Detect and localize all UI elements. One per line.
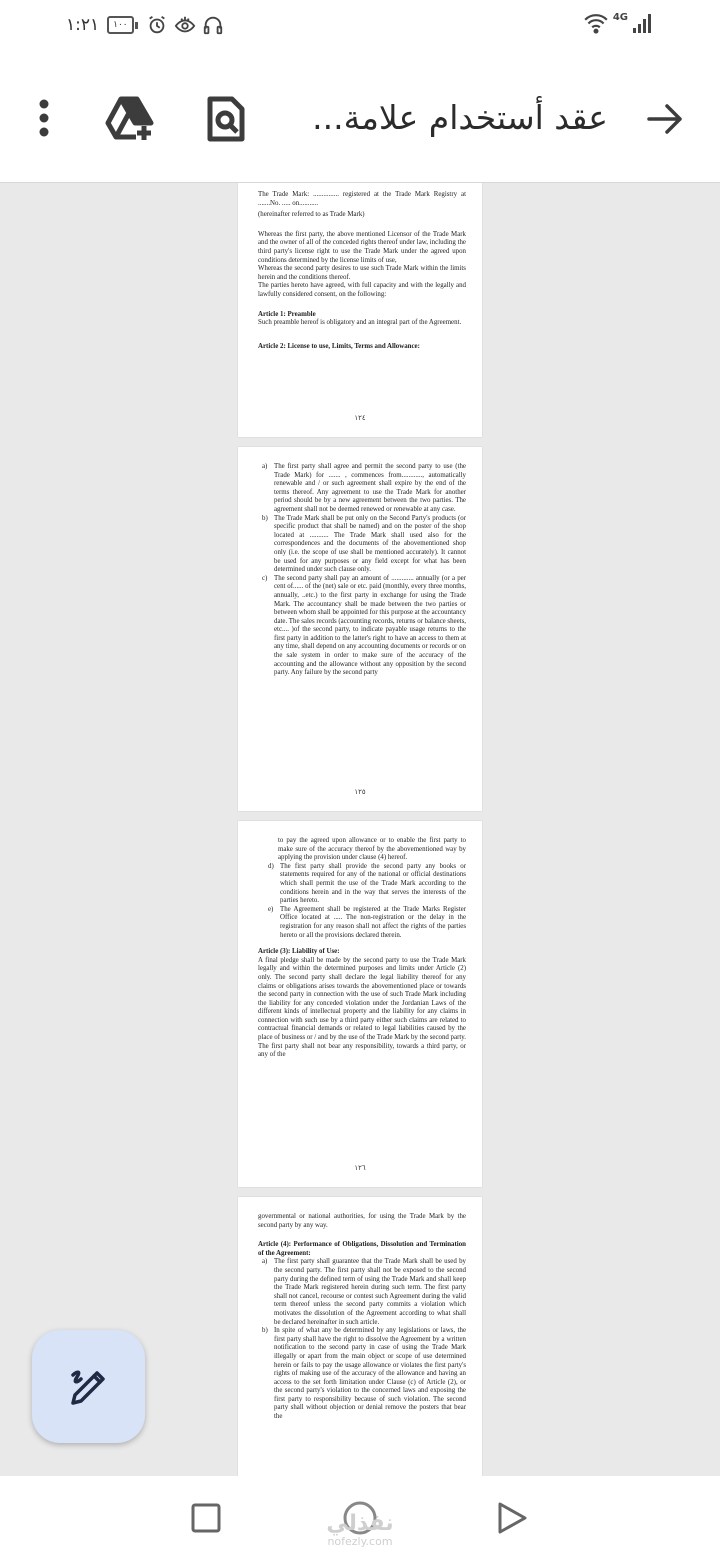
page-text: The first party shall agree and permit the second party to use (the Trade Mark) for ....... , commences from............, automatically renewable and / or such agreement shall expire by the end of the terms thereof. Any agreement to use the Trade Mark for another period should be by a new agreement between the two parties. The agreement shall not be deemed renewed or renewable at any case. — [274, 463, 466, 513]
wifi-icon — [583, 12, 609, 34]
document-page — [238, 821, 482, 1187]
page-number: ١٢٥ — [354, 788, 366, 797]
list-marker: a) — [262, 1258, 268, 1266]
back-triangle-icon — [496, 1501, 528, 1535]
list-item — [258, 1258, 466, 1327]
list-marker: c) — [262, 574, 268, 582]
edit-button[interactable] — [32, 1330, 145, 1443]
status-bar — [0, 0, 720, 56]
list-marker: b) — [262, 514, 268, 522]
search-document-icon — [207, 96, 245, 142]
more-vertical-icon — [38, 98, 50, 138]
watermark-arabic: نفذلي — [326, 1511, 394, 1536]
page-text: The Trade Mark shall be put only on the Second Party's products (or specific product that shall be named) and on the poster of the shop located at ........... The Trade Mark shall used also for the correspondences and the documents of the abovementioned shop only (i.e. the scope of use shall be mentioned accurately). It cannot be used for any purposes or any field except for what has been determined under such clause only. — [274, 514, 466, 574]
list-marker: b) — [262, 1327, 268, 1335]
page-text: The Agreement shall be registered at the Trade Marks Register Office located at ..... The non-registration or the delay in the registration for any reason shall not affect the rights of the parties hereto or all the provisions declared therein. — [280, 905, 466, 939]
document-viewer[interactable] — [0, 183, 720, 1476]
drive-add-icon — [105, 96, 155, 142]
list-item — [258, 463, 466, 515]
page-text: (hereinafter referred to as Trade Mark) — [258, 211, 365, 219]
eye-comfort-icon — [174, 14, 196, 36]
page-text: The first party shall provide the second party any books or statements required for any of the national or official destinations which shall permit the use of the Trade Mark according to the conditions herein and in the way that serves the interests of the parties hereto. — [280, 862, 466, 905]
back-arrow-icon — [647, 103, 683, 135]
more-options-button[interactable] — [24, 94, 64, 142]
battery-level: ١٠٠ — [107, 16, 134, 34]
page-text: governmental or national authorities, for using the Trade Mark by the second party by any way. — [258, 1213, 466, 1229]
document-page — [238, 1197, 482, 1476]
document-page — [238, 183, 482, 437]
list-item — [264, 863, 466, 906]
list-item — [264, 906, 466, 940]
status-left — [66, 14, 224, 36]
status-time: ١:٢١ — [66, 15, 100, 35]
page-text: The Trade Mark: ............... registered at the Trade Mark Registry at .......No. ..... on........... — [258, 191, 466, 207]
page-text: to pay the agreed upon allowance or to enable the first party to make sure of the accuracy thereof by the abovementioned way by applying the provision under clause (4) hereof. — [278, 837, 466, 862]
list-marker: a) — [262, 463, 268, 470]
article-heading: Article (3): Liability of Use: — [258, 948, 340, 956]
back-button[interactable] — [640, 92, 690, 146]
system-back-button[interactable] — [490, 1496, 534, 1540]
recents-button[interactable] — [184, 1496, 228, 1540]
page-text: The first party shall guarantee that the Trade Mark shall be used by the second party. The first party shall not be exposed to the second party during the defined term of using the Trade Mark and shall keep the Trade Mark registered herein during such term. The first party shall not cancel, recourse or contest such Agreement during the valid term thereof unless the second party commits a violation which motivates the dissolution of the Agreement according to what shall be declared hereinafter in such article. — [274, 1258, 466, 1326]
recents-square-icon — [190, 1502, 222, 1534]
watermark-url: nofezly.com — [327, 1535, 393, 1548]
signal-icon — [632, 12, 654, 34]
battery-icon — [107, 16, 138, 34]
find-in-document-button[interactable] — [200, 92, 252, 146]
network-type: 4G — [612, 11, 628, 23]
page-text: Whereas the first party, the above mentioned Licensor of the Trade Mark and the owner of all of the conceded rights thereof under law, including the third party's license right to use the Trade Mark under the agreed upon conditions determined by the license limits of use, — [258, 230, 466, 264]
headphones-icon — [202, 14, 224, 36]
page-text: Whereas the second party desires to use such Trade Mark within the limits herein and the conditions thereof. — [258, 265, 466, 281]
page-text: The second party shall pay an amount of ............. annually (or a per cent of...... of the (net) sale or etc. paid (monthly, every three months, annually, ..etc.) to the first party in exchange for using the Trade Mark. The accountancy shall be made between the two parties or between whom shall be appointed for this purpose at the accountancy date. The sales records (accounting records, returns or balance sheets, etc.... )of the second party, to indicate payable usage returns to the first party in addition to the latter's right to have an access to them at any time, shall depend on any accounting documents or records or on the sale system in order to make sure of the accuracy of the accounting and the allowance without any opposition by the second party. Any failure by the second party — [274, 574, 466, 677]
watermark — [300, 1512, 420, 1548]
list-marker: d) — [268, 862, 274, 870]
page-text: In spite of what any be determined by any legislations or laws, the first party shall have the right to dissolve the Agreement by a written notification to the second party in case of using the Trade Mark illegally or apart from the main object or scope of use determined herein or fails to pay the usage allowance or violates the first party's rights of making use of the accuracy of the allowance and having an access to the set forth limitation under Clause (c) of Article (2), or the second party's violation to the concerned laws and exposing the first party to responsibility because of such violation. The second party shall without objection or denial remove the posters that bear the — [274, 1327, 466, 1421]
navigation-bar — [0, 1476, 720, 1560]
document-title: عقد أستخدام علامة... — [312, 98, 608, 137]
list-item — [258, 1327, 466, 1422]
alarm-icon — [146, 14, 168, 36]
article-heading: Article (4): Performance of Obligations, Dissolution and Termination of the Agreement: — [258, 1241, 466, 1257]
list-marker: e) — [268, 905, 274, 913]
document-page — [238, 447, 482, 811]
page-number: ١٢٤ — [354, 414, 366, 423]
article-heading: Article 2: License to use, Limits, Terms and Allowance: — [258, 342, 420, 350]
page-text: Such preamble hereof is obligatory and an integral part of the Agreement. — [258, 319, 462, 327]
article-heading: Article 1: Preamble — [258, 310, 316, 318]
list-item — [258, 515, 466, 575]
status-right — [583, 12, 654, 34]
page-number: ١٢٦ — [354, 1164, 366, 1173]
page-text: A final pledge shall be made by the second party to use the Trade Mark legally and within the determined purposes and limits under Article (2) only. The second party shall declare the legal liability thereof for any claims or obligations arises towards the abovementioned place or towards the second party in connection with the use of such Trade Mark including the liability for any conceded violation under the Jordanian Laws of the different kinds of intellectual property and the liability for any claims in connection with such use by a third party either such claims are related to contractual financial demands or related to legal liabilities caused by the place of business or / and by the use of the Trade Mark by the second party. The first party shall not bear any responsibility, towards a third party, or any of the — [258, 956, 466, 1059]
list-item — [258, 575, 466, 678]
page-text: The parties hereto have agreed, with full capacity and with the legally and lawfully considered consent, on the following: — [258, 282, 466, 298]
add-to-drive-button[interactable] — [102, 92, 158, 146]
edit-pen-icon — [67, 1365, 111, 1409]
